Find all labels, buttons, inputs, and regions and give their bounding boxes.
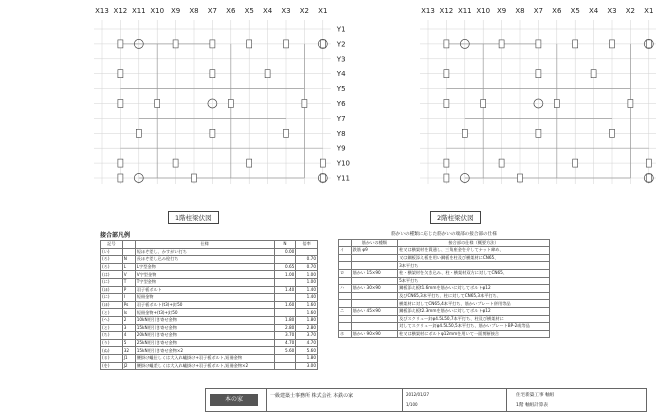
column-marker bbox=[228, 100, 233, 108]
column-marker bbox=[499, 40, 504, 48]
joint-cell: N bbox=[122, 256, 135, 264]
axis-label-y: Y10 bbox=[336, 159, 350, 168]
joint-cell: (ぬ) bbox=[101, 347, 123, 355]
joint-cell: P bbox=[122, 286, 135, 294]
joint-cell: 0.70 bbox=[296, 256, 318, 264]
column-marker bbox=[118, 159, 123, 167]
spec-cell: 柱又は横架材を貫通し、三角座金を介してナット締め、 bbox=[398, 247, 550, 255]
axis-label-x: X5 bbox=[244, 7, 254, 15]
joint-row bbox=[101, 354, 318, 362]
axis-label-y: Y3 bbox=[336, 55, 346, 64]
joint-cell: Is bbox=[122, 309, 135, 317]
joint-cell: 3.70 bbox=[274, 332, 296, 340]
joint-row bbox=[101, 256, 318, 264]
joint-cell: 20kN用引き寄せ金物 bbox=[135, 332, 274, 340]
spec-cell: 筋かい 15×90 bbox=[351, 269, 397, 277]
axis-label-y: Y8 bbox=[336, 129, 346, 138]
joint-cell: (と) bbox=[101, 324, 123, 332]
joint-cell: 0.00 bbox=[274, 248, 296, 256]
joint-cell: 15kN用引き寄せ金物 bbox=[135, 324, 274, 332]
column-marker bbox=[118, 40, 123, 48]
axis-label-x: X4 bbox=[262, 7, 273, 15]
column-marker bbox=[210, 129, 215, 137]
joint-cell: 1.60 bbox=[274, 301, 296, 309]
joint-cell: 0.70 bbox=[296, 263, 318, 271]
joint-cell: V字型金物 bbox=[135, 271, 274, 279]
plan-1-drawing bbox=[0, 0, 350, 230]
column-marker bbox=[444, 100, 449, 108]
joint-row bbox=[101, 347, 318, 355]
column-marker bbox=[247, 159, 252, 167]
joint-cell: 短ほぞ差し、かすがい打ち bbox=[135, 248, 274, 256]
floor-plan-2 bbox=[326, 0, 656, 230]
axis-label-x: X5 bbox=[570, 7, 580, 15]
axis-label-x: X1 bbox=[318, 7, 328, 15]
spec-row bbox=[339, 269, 550, 277]
joint-row bbox=[101, 332, 318, 340]
axis-label-x: X7 bbox=[207, 7, 218, 15]
project-name: 住宅新築工事 軸組 bbox=[516, 393, 555, 398]
spec-row-continued bbox=[339, 277, 550, 285]
joint-cell: 3.70 bbox=[296, 332, 318, 340]
joint-cell: 短冊金物+(t3)+釘50 bbox=[135, 309, 274, 317]
joint-cell bbox=[274, 362, 296, 370]
axis-label-x: X4 bbox=[588, 7, 599, 15]
column-marker bbox=[444, 159, 449, 167]
joint-cell: 2.80 bbox=[296, 324, 318, 332]
column-marker bbox=[444, 174, 449, 182]
spec-header-0 bbox=[339, 239, 352, 247]
joint-cell: 腰掛け蟻仕しくは大入れ蟻掛け+羽子板ボルト,短冊金物 bbox=[135, 354, 274, 362]
joint-cell bbox=[274, 294, 296, 302]
joint-cell bbox=[122, 248, 135, 256]
joint-cell: 1.00 bbox=[296, 278, 318, 286]
plan-2-title: 2階柱梁伏図 bbox=[430, 211, 481, 224]
column-marker bbox=[118, 70, 123, 78]
axis-label-x: X12 bbox=[439, 7, 454, 15]
company-logo: 本の家 bbox=[210, 394, 258, 406]
column-marker bbox=[481, 100, 486, 108]
axis-label-x: X10 bbox=[476, 7, 491, 15]
axis-label-x: X2 bbox=[625, 7, 636, 15]
joint-cell: 1.00 bbox=[296, 271, 318, 279]
plan-1-title: 1階柱梁伏図 bbox=[168, 211, 219, 224]
column-marker bbox=[518, 174, 523, 182]
spec-row bbox=[339, 307, 550, 315]
axis-label-x: X9 bbox=[496, 7, 507, 15]
column-marker bbox=[136, 129, 141, 137]
column-marker bbox=[610, 40, 615, 48]
column-marker bbox=[444, 70, 449, 78]
joint-row bbox=[101, 309, 318, 317]
column-marker bbox=[173, 159, 178, 167]
joint-row bbox=[101, 294, 318, 302]
joint-cell: 2.80 bbox=[274, 324, 296, 332]
joint-legend-title: 接合部凡例 bbox=[100, 232, 131, 239]
axis-label-x: X7 bbox=[533, 7, 544, 15]
spec-row-continued bbox=[339, 292, 550, 300]
column-marker bbox=[284, 40, 289, 48]
axis-label-x: X10 bbox=[150, 7, 165, 15]
axis-label-x: X11 bbox=[457, 7, 472, 15]
joint-cell: 短冊金物 bbox=[135, 294, 274, 302]
column-marker bbox=[628, 100, 633, 108]
joint-cell bbox=[274, 354, 296, 362]
joint-cell: 3.00 bbox=[296, 362, 318, 370]
spec-row-continued bbox=[339, 254, 550, 262]
joint-cell: (へ) bbox=[101, 316, 123, 324]
axis-label-x: X6 bbox=[226, 7, 236, 15]
column-marker bbox=[210, 40, 215, 48]
joint-cell: 10kN用引き寄せ金物 bbox=[135, 316, 274, 324]
column-marker bbox=[173, 40, 178, 48]
axis-label-y: Y7 bbox=[336, 114, 346, 123]
column-marker bbox=[573, 159, 578, 167]
column-marker bbox=[573, 40, 578, 48]
drawing-name: 1階 軸組計算表 bbox=[516, 403, 548, 408]
column-marker bbox=[247, 40, 252, 48]
column-marker bbox=[536, 70, 541, 78]
joint-cell: (に) bbox=[101, 278, 123, 286]
axis-label-x: X8 bbox=[515, 7, 525, 15]
spec-header-2: 接合部の仕様（概要方法） bbox=[398, 239, 550, 247]
joint-cell: 4.70 bbox=[296, 339, 318, 347]
joint-cell: 腰掛け蟻差しくは大入れ蟻掛け+羽子板ボルト,短冊金物×2 bbox=[135, 362, 274, 370]
axis-label-x: X9 bbox=[170, 7, 181, 15]
spec-cell: ニ bbox=[339, 307, 352, 315]
joint-cell: T bbox=[122, 278, 135, 286]
joint-header-3: N bbox=[274, 241, 296, 249]
joint-cell: Ps bbox=[122, 301, 135, 309]
logo-area bbox=[206, 389, 267, 411]
spec-cell: 鋼板添え板t2.3mmを筋かいに対してボルトφ12 bbox=[398, 307, 550, 315]
joint-cell: 5 bbox=[122, 339, 135, 347]
joint-cell: 3 bbox=[122, 324, 135, 332]
column-marker bbox=[554, 100, 559, 108]
joint-cell: 2 bbox=[122, 316, 135, 324]
plan-2-drawing bbox=[326, 0, 656, 230]
spec-cell: 柱・横架材を欠き込み、柱・横架材双方に対してCN65、 bbox=[398, 269, 550, 277]
joint-cell: (い) bbox=[101, 248, 123, 256]
spec-row-continued bbox=[339, 262, 550, 270]
joint-row bbox=[101, 362, 318, 370]
joint-cell: 1.40 bbox=[296, 294, 318, 302]
spec-row bbox=[339, 285, 550, 293]
column-marker bbox=[118, 174, 123, 182]
joint-row bbox=[101, 316, 318, 324]
joint-cell: J2 bbox=[122, 362, 135, 370]
spec-header-1: 筋かいの種類 bbox=[351, 239, 397, 247]
axis-label-x: X3 bbox=[281, 7, 291, 15]
column-marker bbox=[444, 40, 449, 48]
column-marker bbox=[536, 40, 541, 48]
column-marker bbox=[265, 70, 270, 78]
spec-cell: 筋かい 90×90 bbox=[351, 330, 397, 338]
joint-row bbox=[101, 271, 318, 279]
column-marker bbox=[210, 70, 215, 78]
title-block bbox=[205, 388, 647, 412]
joint-cell: L bbox=[122, 263, 135, 271]
joint-row bbox=[101, 286, 318, 294]
floor-plan-1 bbox=[0, 0, 350, 230]
joint-cell: 1.80 bbox=[274, 316, 296, 324]
column-marker bbox=[155, 100, 160, 108]
drawing-scale: 1/100 bbox=[406, 402, 418, 407]
joint-cell: 1.60 bbox=[296, 301, 318, 309]
column-marker bbox=[646, 40, 651, 48]
joint-cell: 1.00 bbox=[274, 271, 296, 279]
joint-header-4: 倍率 bbox=[296, 241, 318, 249]
joint-cell: 5.60 bbox=[296, 347, 318, 355]
spec-cell: 又は鋼板添え板を用い鋼板を柱及び横架材にCN65、 bbox=[398, 254, 550, 262]
axis-label-x: X2 bbox=[299, 7, 310, 15]
joint-cell: J1 bbox=[122, 354, 135, 362]
company-name: 一級建築士事務所 株式会社 本鉄の家 bbox=[270, 393, 354, 399]
joint-cell: 15kN用引き寄せ金物×2 bbox=[135, 347, 274, 355]
joint-cell: 0.65 bbox=[274, 263, 296, 271]
spec-cell: 鉄筋 φ9 bbox=[351, 247, 397, 255]
spec-cell: 筋かい 45×90 bbox=[351, 307, 397, 315]
brace-spec-table bbox=[338, 233, 550, 338]
joint-cell: (と) bbox=[101, 309, 123, 317]
spec-row-continued bbox=[339, 300, 550, 308]
axis-label-x: X13 bbox=[95, 7, 109, 15]
spec-row-continued bbox=[339, 323, 550, 331]
spec-cell: ハ bbox=[339, 285, 352, 293]
axis-label-x: X6 bbox=[552, 7, 562, 15]
joint-cell bbox=[296, 248, 318, 256]
spec-cell: 柱又は横架材にボルトφ12mmを用いて一面剪断接合 bbox=[398, 330, 550, 338]
joint-row bbox=[101, 263, 318, 271]
drawing-date: 2012/01/27 bbox=[406, 392, 430, 397]
joint-row bbox=[101, 248, 318, 256]
joint-cell: (ほ) bbox=[101, 301, 123, 309]
joint-cell: T字型金物 bbox=[135, 278, 274, 286]
column-marker bbox=[591, 70, 596, 78]
joint-cell: (ほ) bbox=[101, 286, 123, 294]
spec-cell: 及びスクリュー釘φ4.5L50,7本平打ち、柱及び横架材に bbox=[398, 315, 550, 323]
joint-cell: 32 bbox=[122, 347, 135, 355]
spec-row-continued bbox=[339, 315, 550, 323]
spec-cell: 5本平打ち bbox=[398, 277, 550, 285]
spec-cell: 対してスクリュー釘φ4.5L50,5本平打ち、筋かいプレートBP-2或等品 bbox=[398, 323, 550, 331]
joint-cell: (ち) bbox=[101, 332, 123, 340]
column-marker bbox=[284, 129, 289, 137]
axis-label-x: X8 bbox=[189, 7, 199, 15]
column-marker bbox=[192, 174, 197, 182]
joint-cell: 4 bbox=[122, 332, 135, 340]
joint-cell: 羽子板ボルト(t3)+釘50 bbox=[135, 301, 274, 309]
column-marker bbox=[320, 174, 325, 182]
axis-label-y: Y11 bbox=[336, 174, 350, 183]
brace-spec-title: 筋かいの種類に応じた筋かいの端部の接合部の仕様 bbox=[391, 232, 497, 237]
axis-label-x: X12 bbox=[113, 7, 128, 15]
joint-cell: (り) bbox=[101, 339, 123, 347]
column-marker bbox=[499, 159, 504, 167]
spec-cell: 横架材に対してCN65,4本平打ち、筋かいプレート併用等品 bbox=[398, 300, 550, 308]
axis-label-x: X13 bbox=[421, 7, 435, 15]
axis-label-x: X11 bbox=[131, 7, 146, 15]
axis-label-x: X1 bbox=[644, 7, 654, 15]
joint-cell: V bbox=[122, 271, 135, 279]
joint-cell bbox=[274, 278, 296, 286]
column-marker bbox=[646, 159, 651, 167]
joint-cell: 4.70 bbox=[274, 339, 296, 347]
joint-cell: (る) bbox=[101, 354, 123, 362]
column-marker bbox=[320, 159, 325, 167]
joint-row bbox=[101, 324, 318, 332]
joint-cell: 1.40 bbox=[296, 286, 318, 294]
spec-cell: 3本平打ち bbox=[398, 262, 550, 270]
spec-cell: ロ bbox=[339, 269, 352, 277]
axis-label-y: Y2 bbox=[336, 40, 346, 49]
joint-row bbox=[101, 278, 318, 286]
spec-cell: 鋼板添え板t1.6mmを筋かいに対してボルトφ12 bbox=[398, 285, 550, 293]
joint-header-0: 記号 bbox=[101, 241, 123, 249]
joint-cell: (ろ) bbox=[101, 263, 123, 271]
spec-cell: ホ bbox=[339, 330, 352, 338]
axis-label-x: X3 bbox=[607, 7, 617, 15]
joint-cell bbox=[274, 309, 296, 317]
column-marker bbox=[536, 129, 541, 137]
axis-label-y: Y5 bbox=[336, 85, 346, 94]
joint-header-1 bbox=[122, 241, 135, 249]
joint-cell: (に) bbox=[101, 294, 123, 302]
spec-cell: イ bbox=[339, 247, 352, 255]
axis-label-y: Y9 bbox=[336, 144, 346, 153]
joint-cell: (を) bbox=[101, 362, 123, 370]
joint-cell: (ろ) bbox=[101, 256, 123, 264]
spec-cell: 筋かい 30×90 bbox=[351, 285, 397, 293]
axis-label-y: Y1 bbox=[336, 25, 346, 34]
joint-cell: 1.80 bbox=[296, 316, 318, 324]
column-marker bbox=[320, 40, 325, 48]
joint-cell bbox=[274, 256, 296, 264]
joint-cell: 1.60 bbox=[296, 309, 318, 317]
joint-row bbox=[101, 301, 318, 309]
joint-row bbox=[101, 339, 318, 347]
joint-cell: 1.40 bbox=[274, 286, 296, 294]
joint-cell: 25kN用引き寄せ金物 bbox=[135, 339, 274, 347]
axis-label-y: Y4 bbox=[336, 70, 346, 79]
joint-legend-table bbox=[100, 233, 318, 370]
joint-cell: 1.80 bbox=[296, 354, 318, 362]
column-marker bbox=[646, 174, 651, 182]
spec-cell: 及びCN65,3本平打ち、柱に対してCN65,3本平打ち、 bbox=[398, 292, 550, 300]
joint-cell: 長ほぞ差し込み栓打ち bbox=[135, 256, 274, 264]
spec-row bbox=[339, 330, 550, 338]
joint-header-2: 仕様 bbox=[135, 241, 274, 249]
joint-cell: I bbox=[122, 294, 135, 302]
column-marker bbox=[302, 100, 307, 108]
joint-cell: 5.60 bbox=[274, 347, 296, 355]
spec-row bbox=[339, 247, 550, 255]
column-marker bbox=[610, 129, 615, 137]
column-marker bbox=[118, 100, 123, 108]
joint-cell: (は) bbox=[101, 271, 123, 279]
joint-cell: 羽子板ボルト bbox=[135, 286, 274, 294]
axis-label-y: Y6 bbox=[336, 100, 346, 108]
joint-cell: L字型金物 bbox=[135, 263, 274, 271]
column-marker bbox=[462, 129, 467, 137]
